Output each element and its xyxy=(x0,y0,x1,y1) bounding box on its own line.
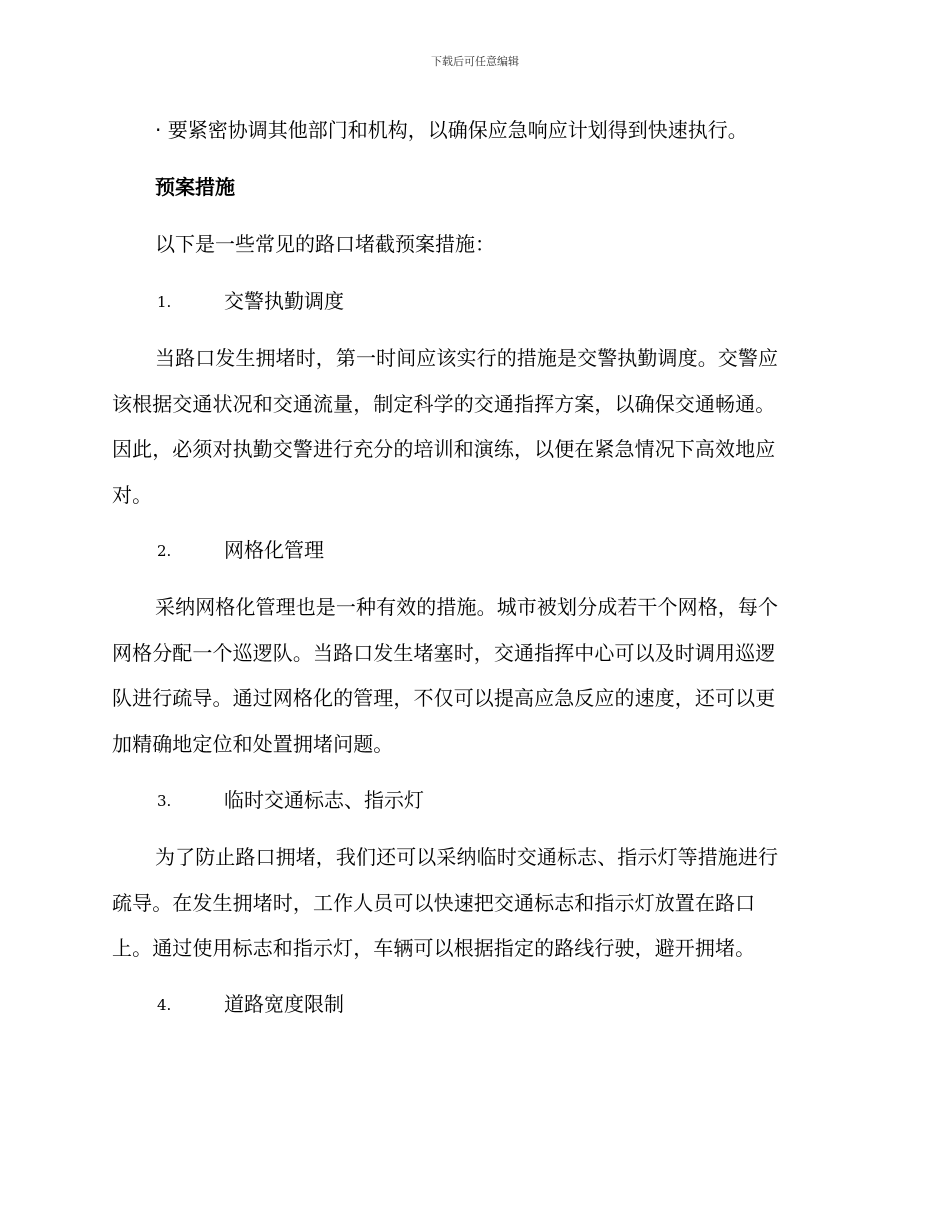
paragraph-line: 网格分配一个巡逻队。当路口发生堵塞时，交通指挥中心可以及时调用巡逻 xyxy=(112,640,776,665)
item-number: 1. xyxy=(157,293,172,311)
item-paragraph xyxy=(112,336,832,518)
paragraph-line: 上。通过使用标志和指示灯，车辆可以根据指定的路线行驶，避开拥堵。 xyxy=(112,936,756,960)
paragraph-line: 当路口发生拥堵时，第一时间应该实行的措施是交警执勤调度。交警应 xyxy=(155,346,779,370)
paragraph-line: 加精确地定位和处置拥堵问题。 xyxy=(112,731,394,756)
intro-text: 以下是一些常见的路口堵截预案措施： xyxy=(155,232,495,256)
section-heading: 预案措施 xyxy=(155,175,235,199)
item-paragraph xyxy=(112,585,832,767)
page-header: 下载后可任意编辑 xyxy=(431,55,519,68)
bullet-line: · 要紧密协调其他部门和机构，以确保应急响应计划得到快速执行。 xyxy=(155,118,748,142)
item-number: 4. xyxy=(157,996,172,1014)
paragraph-line: 疏导。在发生拥堵时，工作人员可以快速把交通标志和指示灯放置在路口 xyxy=(112,890,756,915)
paragraph-line: 采纳网格化管理也是一种有效的措施。城市被划分成若干个网格，每个 xyxy=(155,595,779,619)
paragraph-line: 队进行疏导。通过网格化的管理，不仅可以提高应急反应的速度，还可以更 xyxy=(112,686,776,710)
item-title: 临时交通标志、指示灯 xyxy=(224,788,424,812)
paragraph-line: 对。 xyxy=(112,482,153,507)
paragraph-line: 该根据交通状况和交通流量，制定科学的交通指挥方案，以确保交通畅通。 xyxy=(112,391,776,416)
item-number: 2. xyxy=(157,542,172,560)
paragraph-line: 因此，必须对执勤交警进行充分的培训和演练，以便在紧急情况下高效地应 xyxy=(112,437,776,461)
paragraph-line: 为了防止路口拥堵，我们还可以采纳临时交通标志、指示灯等措施进行 xyxy=(155,845,779,869)
item-number: 3. xyxy=(157,792,172,810)
item-title: 网格化管理 xyxy=(224,538,324,562)
item-title: 道路宽度限制 xyxy=(224,992,344,1016)
item-title: 交警执勤调度 xyxy=(224,289,344,313)
item-paragraph xyxy=(112,835,832,972)
